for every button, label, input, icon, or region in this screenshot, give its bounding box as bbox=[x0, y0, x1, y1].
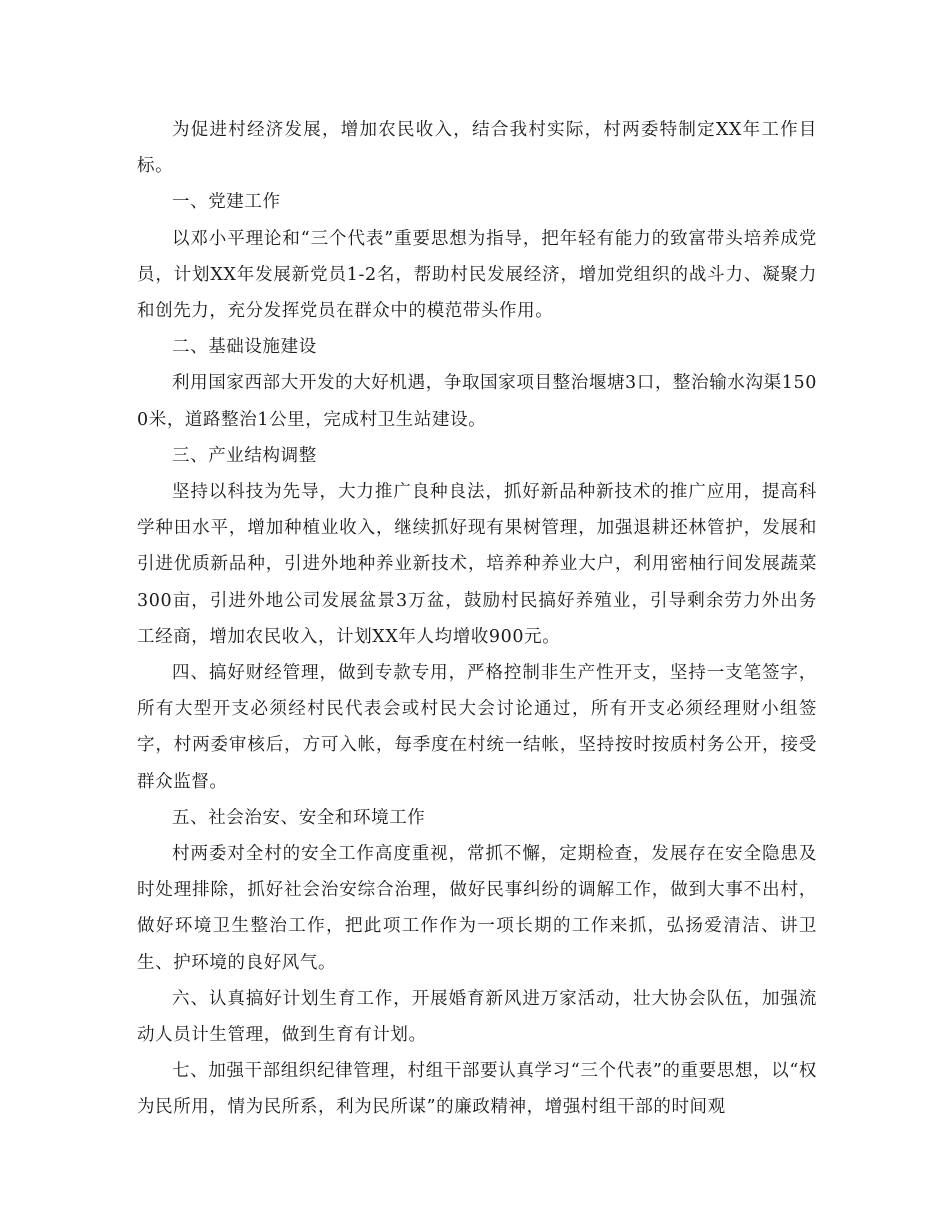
family-planning-paragraph: 六、认真搞好计划生育工作，开展婚育新风进万家活动，壮大协会队伍，加强流动人员计生管理，做到生育有计划。 bbox=[137, 988, 817, 1046]
finance-paragraph: 四、搞好财经管理，做到专款专用，严格控制非生产性开支，坚持一支笔签字，所有大型开支必须经村民代表会或村民大会讨论通过，所有开支必须经理财小组签字，村两委审核后，方可入帐，每季度在村统一结帐，坚持按时按质村务公开，接受群众监督。 bbox=[137, 663, 817, 792]
document-body bbox=[137, 112, 817, 1126]
section-heading-infrastructure: 二、基础设施建设 bbox=[172, 337, 317, 358]
party-building-paragraph: 以邓小平理论和“三个代表”重要思想为指导，把年轻有能力的致富带头培养成党员，计划XX年发展新党员1-2名，帮助村民发展经济，增加党组织的战斗力、凝聚力和创先力，充分发挥党员在群众中的模范带头作用。 bbox=[137, 228, 817, 322]
safety-paragraph: 村两委对全村的安全工作高度重视，常抓不懈，定期检查，发展存在安全隐患及时处理排除，抓好社会治安综合治理，做好民事纠纷的调解工作，做到大事不出村，做好环境卫生整治工作，把此项工作作为一项长期的工作来抓，弘扬爱清洁、讲卫生、护环境的良好风气。 bbox=[137, 844, 817, 973]
section-heading-industry: 三、产业结构调整 bbox=[172, 445, 317, 466]
discipline-paragraph: 七、加强干部组织纪律管理，村组干部要认真学习“三个代表”的重要思想，以“权为民所用，情为民所系，利为民所谋”的廉政精神，增强村组干部的时间观 bbox=[137, 1061, 817, 1118]
section-heading-safety: 五、社会治安、安全和环境工作 bbox=[172, 807, 426, 828]
intro-paragraph: 为促进村经济发展，增加农民收入，结合我村实际，村两委特制定XX年工作目标。 bbox=[137, 120, 817, 177]
industry-paragraph: 坚持以科技为先导，大力推广良种良法，抓好新品种新技术的推广应用，提高科学种田水平，增加种植业收入，继续抓好现有果树管理，加强退耕还林管护，发展和引进优质新品种，引进外地种养业新技术，培养种养业大户，利用密柚行间发展蔬菜300亩，引进外地公司发展盆景3万盆，鼓励村民搞好养殖业，引导剩余劳力外出务工经商，增加农民收入，计划XX年人均增收900元。 bbox=[137, 482, 817, 647]
infrastructure-paragraph: 利用国家西部大开发的大好机遇，争取国家项目整治堰塘3口，整治输水沟渠1500米，道路整治1公里，完成村卫生站建设。 bbox=[137, 373, 817, 430]
section-heading-party-building: 一、党建工作 bbox=[172, 192, 281, 213]
